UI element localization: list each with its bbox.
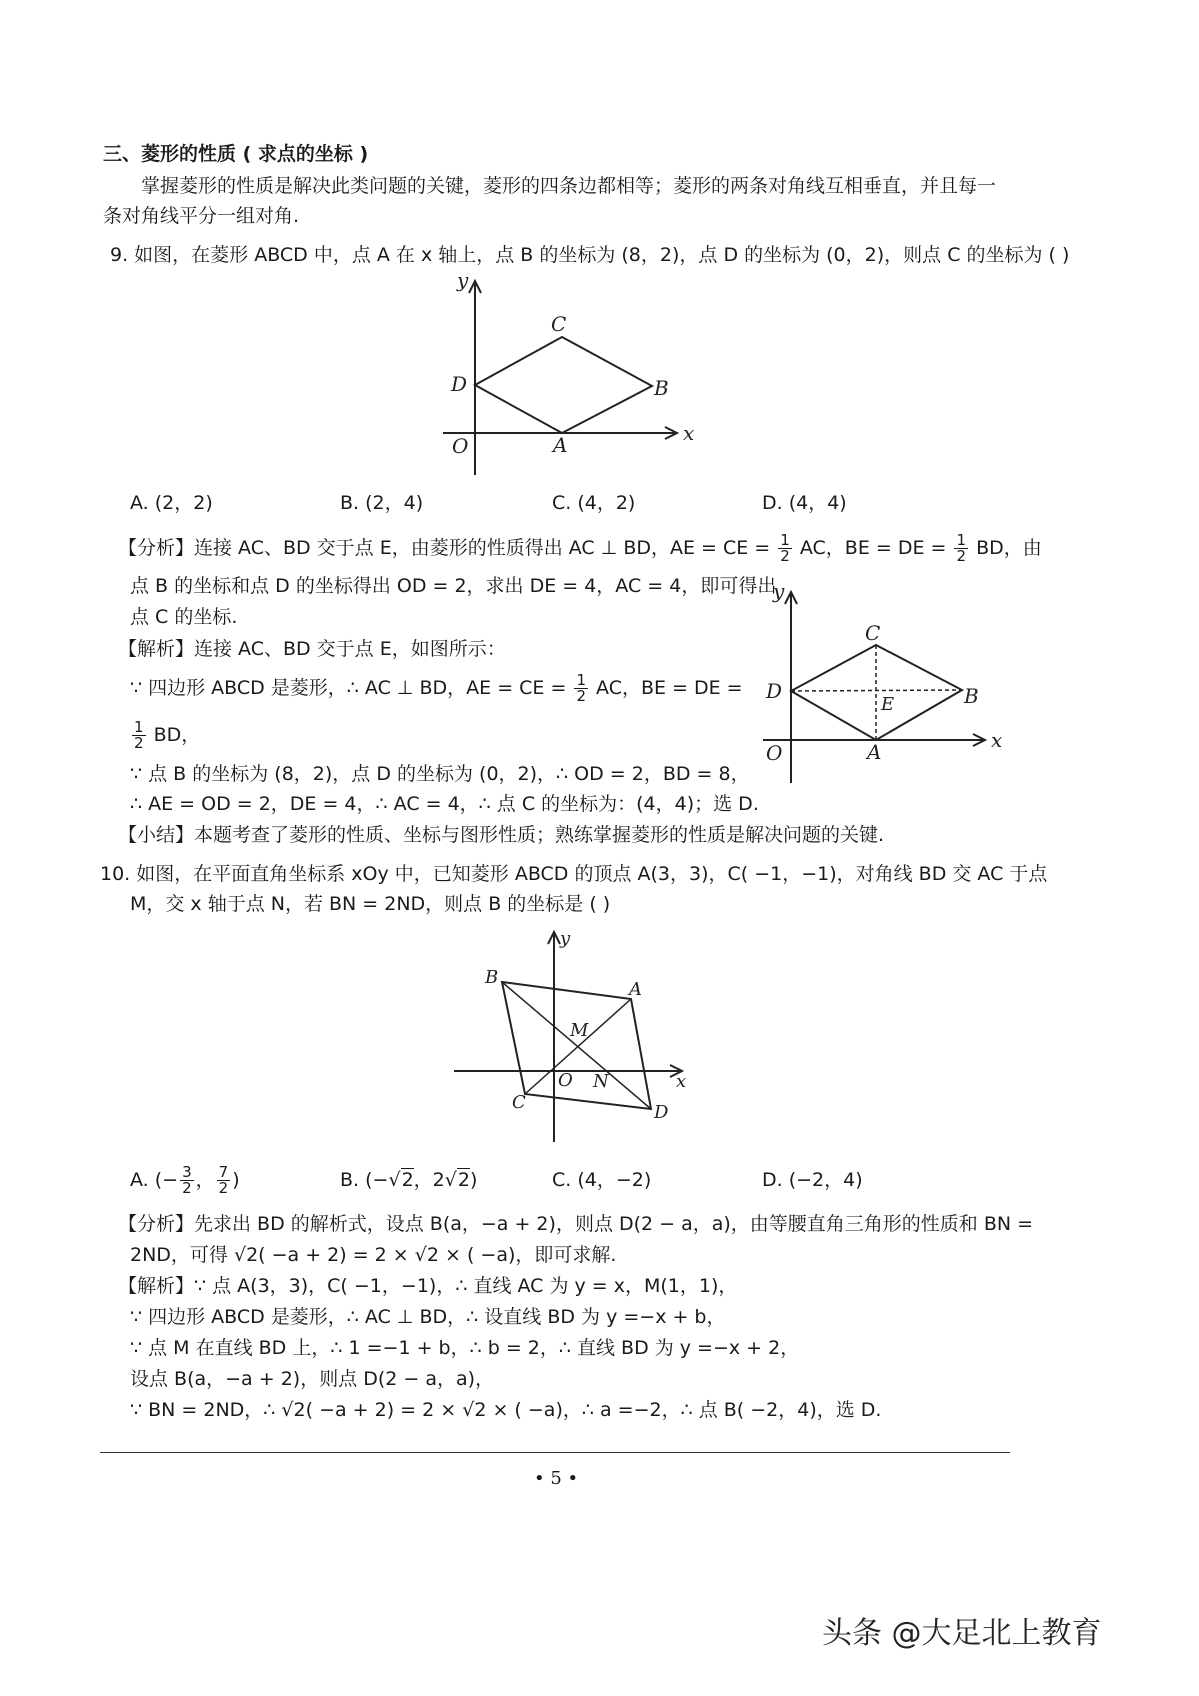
q10-option-d: D. (−2，4) <box>762 1169 863 1191</box>
q10-solution-line-5: ∵ BN = 2ND，∴ √2( −a + 2) = 2 × √2 × ( −a)，∴ a =−2，∴ 点 B( −2，4)，选 D. <box>130 1399 882 1421</box>
q9-analysis-line-2: 点 B 的坐标和点 D 的坐标得出 OD = 2，求出 DE = 4，AC = 4，即可得出 <box>130 575 777 597</box>
q9-solution-line-5: ∴ AE = OD = 2，DE = 4，∴ AC = 4，∴ 点 C 的坐标为：(4，4)；选 D. <box>130 793 759 815</box>
q10-solution-line-1: 【解析】∵ 点 A(3，3)，C( −1，−1)，∴ 直线 AC 为 y = x，M(1，1)， <box>118 1275 738 1297</box>
q10-solution-line-3: ∵ 点 M 在直线 BD 上，∴ 1 =−1 + b，∴ b = 2，∴ 直线 BD 为 y =−x + 2， <box>130 1337 800 1359</box>
section-heading: 三、菱形的性质 ( 求点的坐标 ) <box>103 143 369 165</box>
section-intro-line-1: 掌握菱形的性质是解决此类问题的关键，菱形的四条边都相等；菱形的两条对角线互相垂直，并且每一 <box>141 175 997 197</box>
q9-figure <box>435 265 715 480</box>
q9s-label-o: O <box>766 741 783 765</box>
q10-option-a: A. (− $\frac{3}{2}$ ， $\frac{7}{2}$ ) <box>130 1163 240 1197</box>
q9-analysis-frac-1: $\frac{1}{2}$ <box>780 531 790 565</box>
q10-label-c: C <box>512 1092 526 1113</box>
q9-option-d: D. (4，4) <box>762 492 847 514</box>
q9-solution-line-4: ∵ 点 B 的坐标为 (8，2)，点 D 的坐标为 (0，2)，∴ OD = 2，BD = 8， <box>130 763 750 785</box>
q9-solution-line-3 <box>130 720 200 751</box>
q9-label-o: O <box>452 434 469 458</box>
q9-solution-frac-2: $\frac{1}{2}$ <box>134 718 144 752</box>
q10-label-o: O <box>558 1070 573 1091</box>
q10-solution-line-4: 设点 B(a，−a + 2)，则点 D(2 − a，a)， <box>130 1368 495 1390</box>
q10-stem-line-2: M，交 x 轴于点 N，若 BN = 2ND，则点 B 的坐标是 ( ) <box>130 893 611 915</box>
q9-y-axis <box>469 281 481 475</box>
q9-analysis-1a: 【分析】连接 AC、BD 交于点 E，由菱形的性质得出 AC ⊥ BD，AE = CE = <box>118 537 771 559</box>
q9-label-c: C <box>551 312 567 336</box>
q9-option-a: A. (2，2) <box>130 492 213 514</box>
q9-solution-frac-1: $\frac{1}{2}$ <box>576 671 586 705</box>
q9-label-x: x <box>683 421 695 445</box>
q9-analysis-1c: BD，由 <box>976 537 1042 559</box>
q10-option-c: C. (4，−2) <box>552 1169 652 1191</box>
q10-label-x: x <box>676 1071 687 1092</box>
q9-label-a: A <box>553 433 568 457</box>
q9s-label-a: A <box>867 740 882 764</box>
q9-summary: 【小结】本题考查了菱形的性质、坐标与图形性质；熟练掌握菱形的性质是解决问题的关键. <box>118 824 885 846</box>
q9-option-b: B. (2，4) <box>340 492 424 514</box>
q9-solution-3: BD， <box>153 724 201 746</box>
q10-analysis-line-2: 2ND，可得 √2( −a + 2) = 2 × √2 × ( −a)，即可求解. <box>130 1244 617 1266</box>
q9-solution-line-2 <box>130 673 743 704</box>
q10-analysis-line-1: 【分析】先求出 BD 的解析式，设点 B(a，−a + 2)，则点 D(2 − a，a)，由等腰直角三角形的性质和 BN = <box>118 1213 1034 1235</box>
q9-solution-2b: AC，BE = DE = <box>596 677 743 699</box>
q10-figure <box>448 922 698 1147</box>
q9-stem: 9. 如图，在菱形 ABCD 中，点 A 在 x 轴上，点 B 的坐标为 (8，2)，点 D 的坐标为 (0，2)，则点 C 的坐标为 ( ) <box>110 244 1070 266</box>
q9s-label-c: C <box>865 621 881 645</box>
q9-option-c: C. (4，2) <box>552 492 636 514</box>
q10-stem-line-1: 10. 如图，在平面直角坐标系 xOy 中，已知菱形 ABCD 的顶点 A(3，3)，C( −1，−1)，对角线 BD 交 AC 于点 <box>100 863 1048 885</box>
q9s-label-x: x <box>991 728 1003 752</box>
q9-solution-figure <box>755 578 1015 788</box>
q9-label-y: y <box>457 268 469 292</box>
q9-rhombus <box>475 337 652 433</box>
q9s-label-b: B <box>964 684 979 708</box>
q10-label-n: N <box>593 1071 609 1092</box>
q10-solution-line-2: ∵ 四边形 ABCD 是菱形，∴ AC ⊥ BD，∴ 设直线 BD 为 y =−x + b， <box>130 1306 726 1328</box>
q10-y-axis <box>548 932 560 1142</box>
q9-solution-line-1: 【解析】连接 AC、BD 交于点 E，如图所示： <box>118 638 506 660</box>
watermark: 头条 @大足北上教育 <box>822 1616 1102 1651</box>
q10-label-a: A <box>629 979 642 1000</box>
q9-analysis-frac-2: $\frac{1}{2}$ <box>956 531 967 565</box>
q9-analysis-line-3: 点 C 的坐标. <box>130 606 238 628</box>
q9-label-d: D <box>451 372 468 396</box>
q9s-label-d: D <box>766 679 783 703</box>
q9-analysis-line-1 <box>118 533 1042 564</box>
q10-label-b: B <box>485 967 499 988</box>
q10-label-d: D <box>654 1102 669 1123</box>
q9-label-b: B <box>654 376 669 400</box>
q9-solution-2a: ∵ 四边形 ABCD 是菱形，∴ AC ⊥ BD，AE = CE = <box>130 677 567 699</box>
q9-analysis-1b: AC，BE = DE = <box>799 537 947 559</box>
q9s-y-axis <box>785 592 797 783</box>
footer-rule <box>100 1452 1010 1453</box>
q10-label-m: M <box>570 1020 589 1041</box>
q10-option-b: B. (−√2，2√2) <box>340 1169 478 1191</box>
section-intro-line-2: 条对角线平分一组对角. <box>103 205 300 227</box>
q9s-label-y: y <box>773 579 785 603</box>
q9s-label-e: E <box>881 694 895 715</box>
page-number: • 5 • <box>534 1468 579 1489</box>
q10-label-y: y <box>560 928 571 949</box>
